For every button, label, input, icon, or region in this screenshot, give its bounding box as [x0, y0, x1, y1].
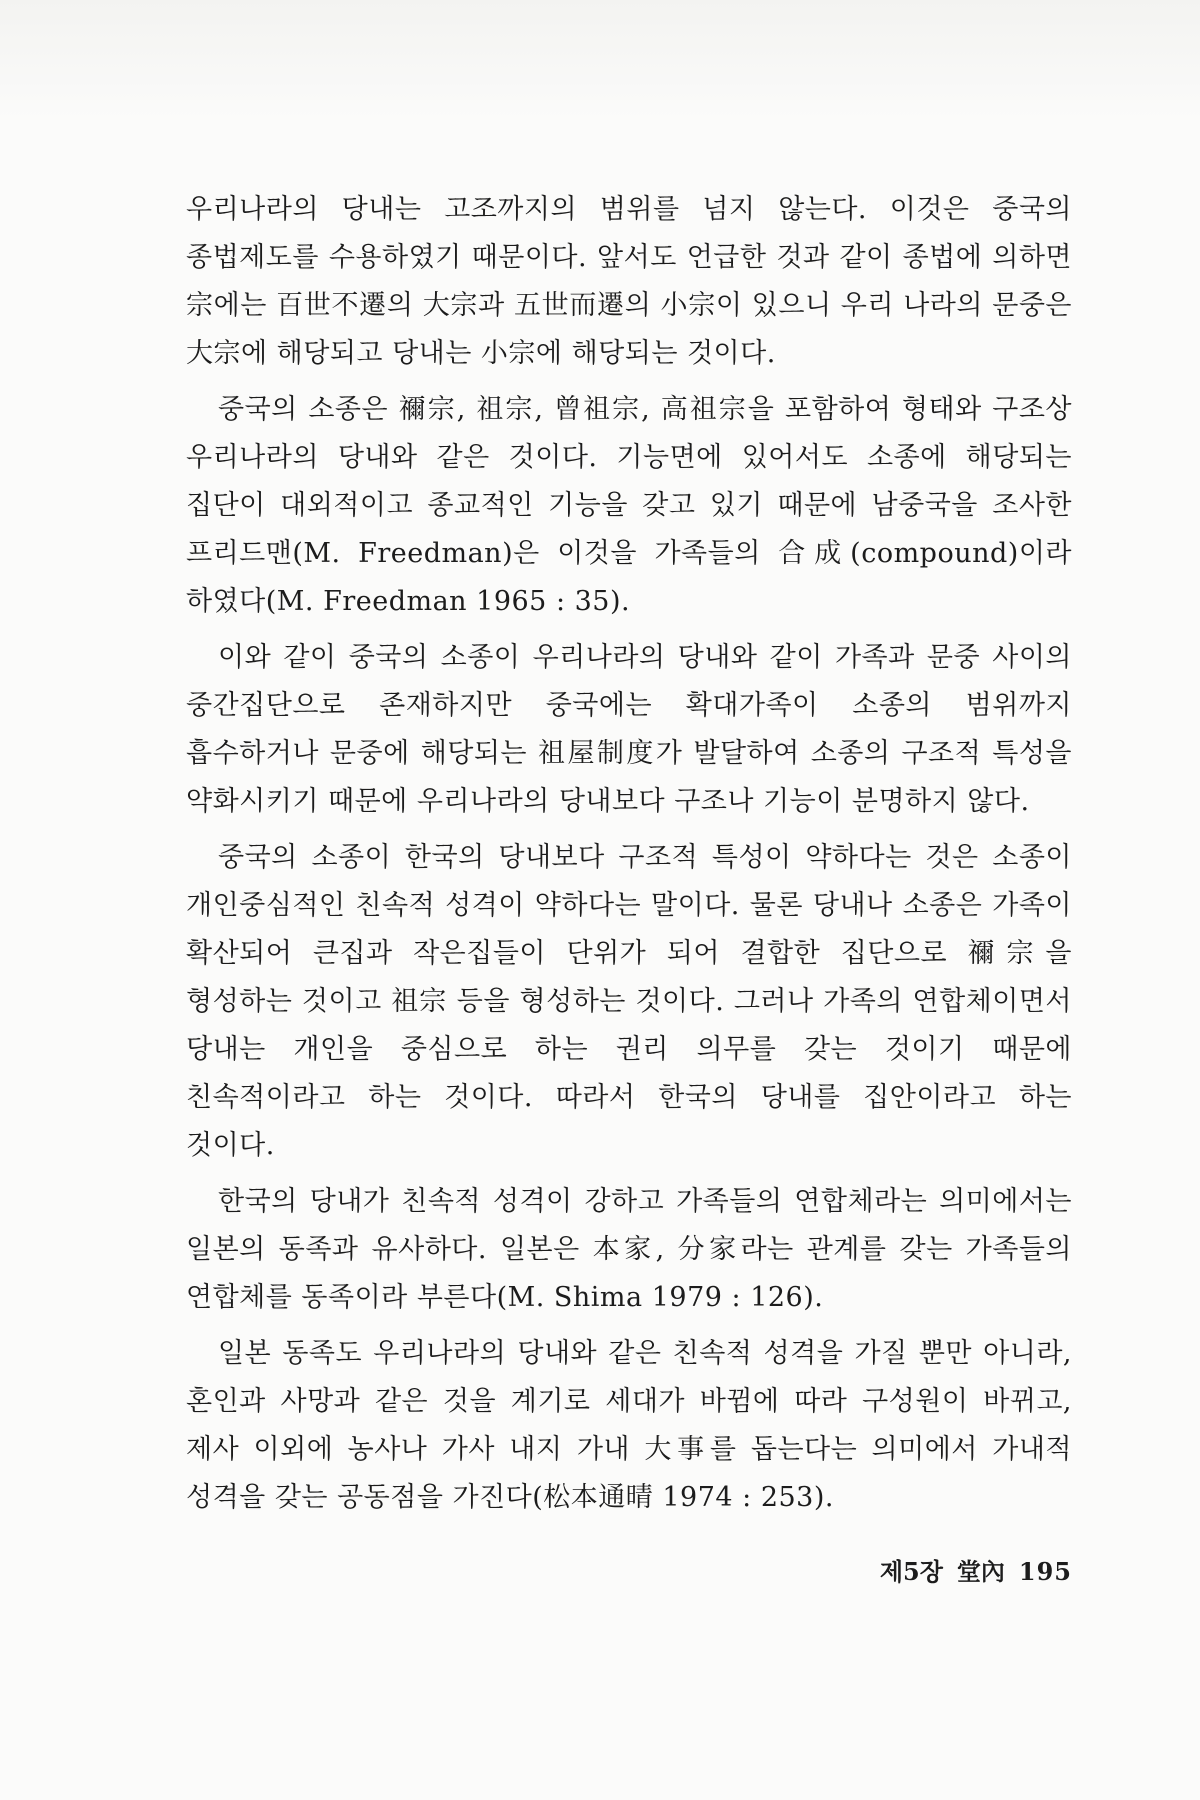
page-footer [828, 1552, 1072, 1587]
body-text [186, 186, 1072, 1530]
paragraph-4: 중국의 소종이 한국의 당내보다 구조적 특성이 약하다는 것은 소종이 개인중심적인 친속적 성격이 약하다는 말이다. 물론 당내나 소종은 가족이 확산되어 큰집과 작은집들이 단위가 되어 결합한 집단으로 禰宗을 형성하는 것이고 祖宗 등을 형성하는 것이다. 그러나 가족의 연합체이면서 당내는 개인을 중심으로 하는 권리 의무를 갖는 것이기 때문에 친속적이라고 하는 것이다. 따라서 한국의 당내를 집안이라고 하는 것이다. [186, 842, 1072, 1161]
paragraph-6: 일본 동족도 우리나라의 당내와 같은 친속적 성격을 가질 뿐만 아니라, 혼인과 사망과 같은 것을 계기로 세대가 바뀜에 따라 구성원이 바뀌고, 제사 이외에 농사나 가사 내지 가내 大事를 돕는다는 의미에서 가내적 성격을 갖는 공동점을 가진다(松本通晴 1974 : 253). [186, 1338, 1072, 1513]
page-number: 195 [1018, 1557, 1072, 1586]
paragraph-2: 중국의 소종은 禰宗, 祖宗, 曾祖宗, 高祖宗을 포함하여 형태와 구조상 우리나라의 당내와 같은 것이다. 기능면에 있어서도 소종에 해당되는 집단이 대외적이고 종교적인 기능을 갖고 있기 때문에 남중국을 조사한 프리드맨(M. Freedman)은 이것을 가족들의 合成(compound)이라 하였다(M. Freedman 1965 : 35). [186, 394, 1072, 617]
paragraph-5: 한국의 당내가 친속적 성격이 강하고 가족들의 연합체라는 의미에서는 일본의 동족과 유사하다. 일본은 本家, 分家라는 관계를 갖는 가족들의 연합체를 동족이라 부른다(M. Shima 1979 : 126). [186, 1186, 1072, 1313]
paragraph-3: 이와 같이 중국의 소종이 우리나라의 당내와 같이 가족과 문중 사이의 중간집단으로 존재하지만 중국에는 확대가족이 소종의 범위까지 흡수하거나 문중에 해당되는 祖屋制度가 발달하여 소종의 구조적 특성을 약화시키기 때문에 우리나라의 당내보다 구조나 기능이 분명하지 않다. [186, 642, 1072, 817]
chapter-title: 堂內 [956, 1557, 1005, 1586]
chapter-label: 제5장 [879, 1557, 943, 1586]
paragraph-1: 우리나라의 당내는 고조까지의 범위를 넘지 않는다. 이것은 중국의 종법제도를 수용하였기 때문이다. 앞서도 언급한 것과 같이 종법에 의하면 宗에는 百世不遷의 大宗과 五世而遷의 小宗이 있으니 우리 나라의 문중은 大宗에 해당되고 당내는 小宗에 해당되는 것이다. [186, 194, 1072, 369]
